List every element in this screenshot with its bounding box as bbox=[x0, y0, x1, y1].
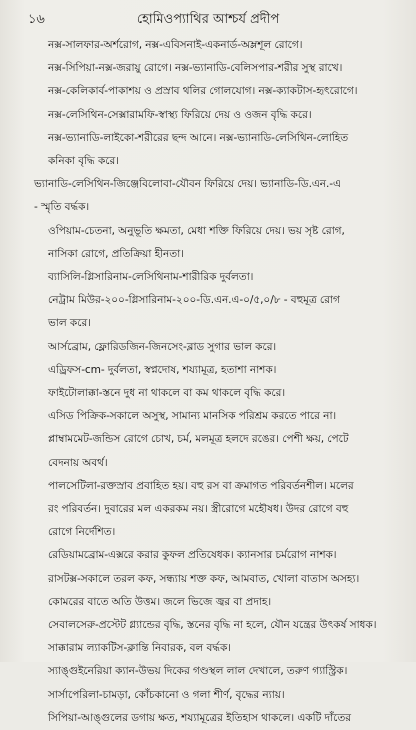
remedy-paragraph: ভ্যানাডি-লেসিথিন-জিঞ্জেবিলোবা-যৌবন ফিরিয়ে দেয়। ভ্যানাডি-ডি.এন.-এ - স্মৃতি বর্দ্ধক। bbox=[34, 178, 341, 214]
remedy-paragraph: স্যাঙ্গুইনেরিয়া ক্যান-উভয় দিকের গণ্ডস্থল লাল দেখালে, তরুণ গ্যাস্ট্রিক। bbox=[48, 665, 348, 678]
page-header bbox=[28, 8, 388, 30]
remedy-paragraph: ওপিয়াম-চেতনা, অনুভূতি ক্ষমতা, মেধা শক্তি ফিরিয়ে দেয়। ভয় সৃষ্ট রোগ, নাসিকা রোগে, প্রতিক্রিয়া হীনতা। bbox=[48, 224, 345, 260]
remedy-paragraph: এড্রিফস-cm- দুর্বলতা, স্বপ্নদোষ, শয্যামূত্র, হতাশা নাশক। bbox=[48, 363, 277, 376]
remedy-paragraph: রেডিয়ামব্রোম-এক্সরে করার কুফল প্রতিষেধক। ক্যানসার চর্মরোগ নাশক। bbox=[48, 549, 337, 562]
remedy-paragraph: ফাইটোলাক্কা-স্তনে দুধ না থাকলে বা কম থাকলে বৃদ্ধি করে। bbox=[48, 387, 286, 400]
remedy-paragraph: কোমরের বাতে অতি উত্তম। জলে ভিজে জ্বর বা প্রদাহ। bbox=[48, 595, 272, 608]
remedy-paragraph: প্লাম্বামমেট-জন্ডিস রোগে চোখ, চর্ম, মলমূত্র হলদে রঙের। পেশী ক্ষয়, পেটে বেদনায় অবর্থ। bbox=[48, 433, 349, 469]
remedy-paragraph: ব্যাসিলি-গ্লিসারিনাম-লেসিথিনাম-শারীরিক দুর্বলতা। bbox=[48, 271, 254, 284]
remedy-paragraph: সার্সাপেরিলা-চামড়া, কোঁচকানো ও গলা শীর্ণ, বৃদ্ধের ন্যায়। bbox=[48, 688, 285, 701]
remedy-paragraph: নক্স-সিপিয়া-নক্স-জরায়ু রোগে। নক্স-ভ্যানাডি-বেলিসপার-শরীর সুস্থ রাখে। bbox=[48, 62, 343, 75]
remedy-paragraph: এসিড পিক্রিক-সকালে অসুস্থ, সামান্য মানসিক পরিশ্রম করতে পারে না। bbox=[48, 410, 337, 423]
remedy-paragraph: রাসটক্স-সকালে তরল কফ, সন্ধ্যায় শক্ত কফ, আমবাত, খোলা বাতাস অসহ্য। bbox=[48, 572, 360, 585]
page-number: ১৬ bbox=[28, 12, 45, 27]
remedy-paragraph: নক্স-সালফার-অর্শরোগ, নক্স-এবিসনাই-একনার্ড-অম্লশূল রোগে। bbox=[48, 39, 303, 51]
remedy-paragraph: সিপিয়া-আঙ্গুলের ডগায় ক্ষত, শয্যামূত্রের ইতিহাস থাকলে। একটি দাঁতের bbox=[48, 711, 351, 724]
remedy-paragraph: নক্স-ভ্যানাডি-লাইকো-শরীরের ছন্দ আনে। নক্স-ভ্যানাডি-লেসিথিন-লোহিত কনিকা বৃদ্ধি করে। bbox=[48, 131, 349, 168]
remedy-paragraph: সেবালসেরু-প্রস্টেট গ্ল্যান্ডের বৃদ্ধি, স্তনের বৃদ্ধি না হলে, যৌন যন্ত্রের উৎকর্ষ সাধক। bbox=[48, 619, 377, 632]
running-title: হোমিওপ্যাথির আশ্চর্য প্রদীপ bbox=[136, 12, 280, 27]
remedy-paragraph: আর্সব্রোম, ফ্লোরিডজিন-জিনসেং-ব্লাড সুগার ভাল করে। bbox=[48, 340, 277, 353]
remedy-paragraph: পালসেটিলা-রক্তস্রাব প্রবাহিত হয়। বহু রস বা ক্রমাগত পরিবর্তনশীল। মলের রং পরিবর্তন। দুবারের মল একরকম নয়। স্ত্রীরোগে মহৌষধ। উদর রোগে বহু রোগে নির্দেশিত। bbox=[48, 479, 354, 539]
body-text bbox=[34, 34, 390, 730]
remedy-paragraph: সাক্কারাম ল্যাকটিস-ক্লান্তি নিবারক, বল বর্দ্ধক। bbox=[48, 642, 231, 655]
remedy-paragraph: নক্স-কেলিকার্ব-পাকাশয় ও প্রস্রাব থলির গোলযোগ। নক্স-ক্যাকটাস-হৃৎরোগে। bbox=[48, 85, 358, 98]
remedy-paragraph: নক্স-লেসিথিন-সেক্সারামফি-স্বাস্থ্য ফিরিয়ে দেয় ও ওজন বৃদ্ধি করে। bbox=[48, 108, 312, 121]
remedy-paragraph: নেট্রাম মিউর-২০০-গ্লিসারিনাম-২০০-ডি.এন.এ-০/৫,০/৮ - বহুমূত্র রোগ ভাল করে। bbox=[48, 294, 340, 330]
